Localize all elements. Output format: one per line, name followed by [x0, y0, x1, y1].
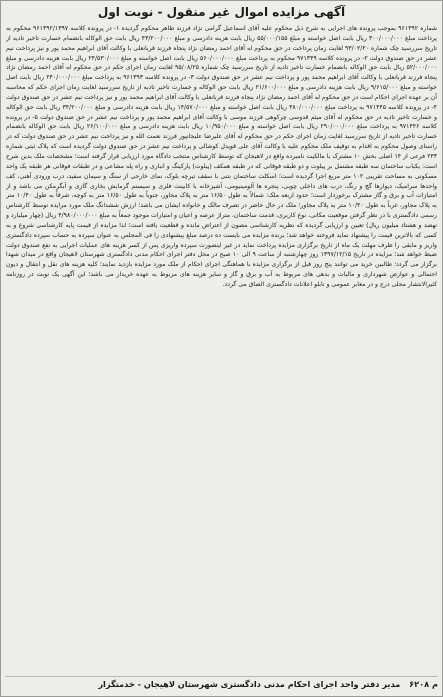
- notice-footer: [5, 676, 438, 693]
- notice-title: آگهی مزایده اموال غیر منقول - نوبت اول: [97, 5, 346, 19]
- notice-signature: مدیر دفتر واحد اجرای احکام مدنی دادگستری شهرستان لاهیجان - خدمتگزار: [98, 679, 401, 689]
- notice-body: شماره ۹۶۱۳۹۲ بموجب پرونده های اجرایی به شرح ذیل محکوم علیه آقای اسماعیل گرامی نژاد فرزند طاهر محکوم گردیده ۱- در پرونده کلاسه ۹۶۱۳۹۲/۱۳۹۷ محکوم به پرداخت مبلغ ۳۰۰/۰۰۰/۰۰۰ ریال بابت اصل خواسته و مبلغ ۵۵/۰۰۰/۱۵۵ ریال بابت هزینه دادرسی و مبلغ ۴۳/۲۰۰/۰۰۰ ریال بابت حق الوکاله بانضمام خسارت تاخیر تادیه از تاریخ سررسید چک شماره ۹۳/۰۲/۲۰ لغایت زمان پرداخت در حق محکوم له آقای احمد رمضان نژاد پنجاه فرزند قربانعلی با وکالت آقای ابراهیم محمد پور و نیز پرداخت نیم عشر در حق صندوق دولت ۲- در پرونده کلاسه ۹۷۱۳۴۹ محکوم به پرداخت مبلغ ۵۶۰/۰۰۰/۰۰۰ ریال بابت اصل خواسته و مبلغ ۲۴/۵۳۰/۰۰۰ ریال بابت هزینه دادرسی و مبلغ ۵۲/۰۰۰/۰۰۰ ریال بابت حق الوکاله بانضمام خسارت تاخیر تادیه از تاریخ سررسید چک شماره ۹۵/۰۸/۲۵ لغایت زمان اجرای حکم در حق محکوم له آقای احمد رمضان نژاد پنجاه فرزند قربانعلی با وکالت آقای ابراهیم محمد پور و پرداخت نیم عشر در حق صندوق دولت ۳- در پرونده کلاسه ۹۶۱۳۹۳ به پرداخت مبلغ ۲۴۰/۰۰۰/۰۰۰ ریال بابت اصل خواسته و مبلغ ۹/۶۱۵/۰۰۰ ریال بابت هزینه دادرسی و مبلغ ۲۱/۶۰۰/۰۰۰ ریال بابت حق الوکاله و خسارت تاخیر تادیه از تاریخ سررسید لغایت زمان اجرای حکم که محاسبه آن بر عهده اجرای احکام است در حق محکوم له آقای احمد رمضان نژاد پنجاه فرزند قربانعلی با وکالت آقای ابراهیم محمد پور و نیز پرداخت نیم عشر در حق صندوق دولت ۴- در پرونده کلاسه ۹۷۱۴۴۵ به پرداخت مبلغ ۳۸۰/۰۰۰/۰۰۰ ریال بابت اصل خواسته و مبلغ ۱۴/۵۷۰/۰۰۰ ریال بابت هزینه دادرسی و مبلغ ۳۴/۲۰۰/۰۰۰ ریال بابت حق الوکاله و خسارت تاخیر تادیه در حق محکوم له آقای میثم قدوسی چرکوهی فرزند موسی با وکالت آقای ابراهیم محمد پور و پرداخت نیم عشر در حق صندوق دولت ۵- در پرونده کلاسه ۹۷۱۴۴۶ به پرداخت مبلغ ۲۹۰/۰۰۰/۰۰۰ ریال بابت اصل خواسته و مبلغ ۱۰/۹۵۰/۰۰۰ ریال بابت هزینه دادرسی و مبلغ ۲۶/۱۰۰/۰۰۰ ریال بابت حق الوکاله بانضمام خسارت تاخیر تادیه از تاریخ سررسید لغایت زمان اجرای حکم در حق محکوم له آقای علیرضا علیجانپور فرزند نعمت الله و نیز پرداخت نیم عشر در حق صندوق دولت که در راستای وصول محکوم به اقدام به توقیف ملک محکوم علیه با وکالت آقای علی قویدل کوشالی و پرداخت نیم عشر در حق صندوق دولت گردیده است که پلاک ثبتی شماره ۲۳۳ فرعی از ۱۴ اصلی بخش ۱۰ مشترک با مالکیت نامبرده واقع در لاهیجان که توسط کارشناس منتخب دادگاه مورد ارزیابی قرار گرفته است؛ مشخصات ملک بدین شرح است: یکباب ساختمان سه طبقه مشتمل بر پیلوت و دو طبقه فوقانی که در طبقه همکف (پیلوت) پارکینگ و انباری و راه پله مشاعی و در طبقات فوقانی هر طبقه یک واحد مسکونی به مساحت تقریبی ۱۰۲ متر مربع اجرا گردیده است؛ اسکلت ساختمان بتنی با سقف تیرچه بلوک، نمای خارجی از سنگ و سیمان سفید، درب ورودی آهنی، کف واحدها سرامیک، دیوارها گچ و رنگ، درب های داخلی چوبی، پنجره ها آلومینیومی، آشپزخانه با کابینت فلزی و سیستم گرمایش بخاری گازی و آبگرمکن می باشد و از امتیازات آب و برق و گاز مشترک برخوردار است؛ حدود اربعه ملک: شمالاً به طول ۱۶/۵۰ متر به پلاک مجاور، جنوباً به طول ۱۶/۵۰ متر به کوچه، شرقاً به طول ۱۰/۴۰ متر به پلاک مجاور، غرباً به طول ۱۰/۴۰ متر به پلاک مجاور؛ ملک در حال حاضر در تصرف مالک و خانواده ایشان می باشد؛ ارزش ششدانگ ملک مورد مزایده توسط کارشناس رسمی دادگستری با در نظر گرفتن موقعیت مکانی، نوع کاربری، قدمت ساختمان، متراژ عرصه و اعیان و امتیازات موجود جمعاً به مبلغ ۴/۹۸۰/۰۰۰/۰۰۰ ریال (چهار میلیارد و نهصد و هشتاد میلیون ریال) تعیین و ارزیابی گردیده که نظریه کارشناسی مصون از اعتراض مانده و قطعیت یافته است؛ لذا مزایده از قیمت پایه کارشناسی شروع و به کسی که بالاترین قیمت را پیشنهاد نماید فروخته خواهد شد؛ برنده مزایده می بایست ده درصد مبلغ پیشنهادی را فی المجلس به عنوان سپرده به حساب سپرده دادگستری واریز و مابقی را ظرف مهلت یک ماه از تاریخ برگزاری مزایده پرداخت نماید در غیر اینصورت سپرده واریزی پس از کسر هزینه های عملیات اجرایی به نفع صندوق دولت ضبط خواهد شد؛ مزایده در تاریخ ۱۳۹۷/۱۲/۱۵ روز چهارشنبه از ساعت ۹ الی ۱۰ صبح در محل دفتر اجرای احکام مدنی دادگستری شهرستان لاهیجان واقع در میدان شهدا برگزار می گردد؛ طالبین خرید می توانند پنج روز قبل از برگزاری مزایده با هماهنگی اجرای احکام از ملک مورد مزایده بازدید نمایند؛ کلیه هزینه های نقل و انتقال و دیون احتمالی و عوارض شهرداری و مالیات و بدهی های مربوط به آب و برق و گاز و سایر هزینه های مربوط به عهده خریدار می باشد؛ این آگهی یک نوبت در روزنامه کثیرالانتشار محلی درج و در معابر عمومی و تابلو اعلانات دادگستری الصاق می گردد.: [6, 25, 437, 288]
- notice-code: م ۶۲۰۸: [409, 679, 438, 689]
